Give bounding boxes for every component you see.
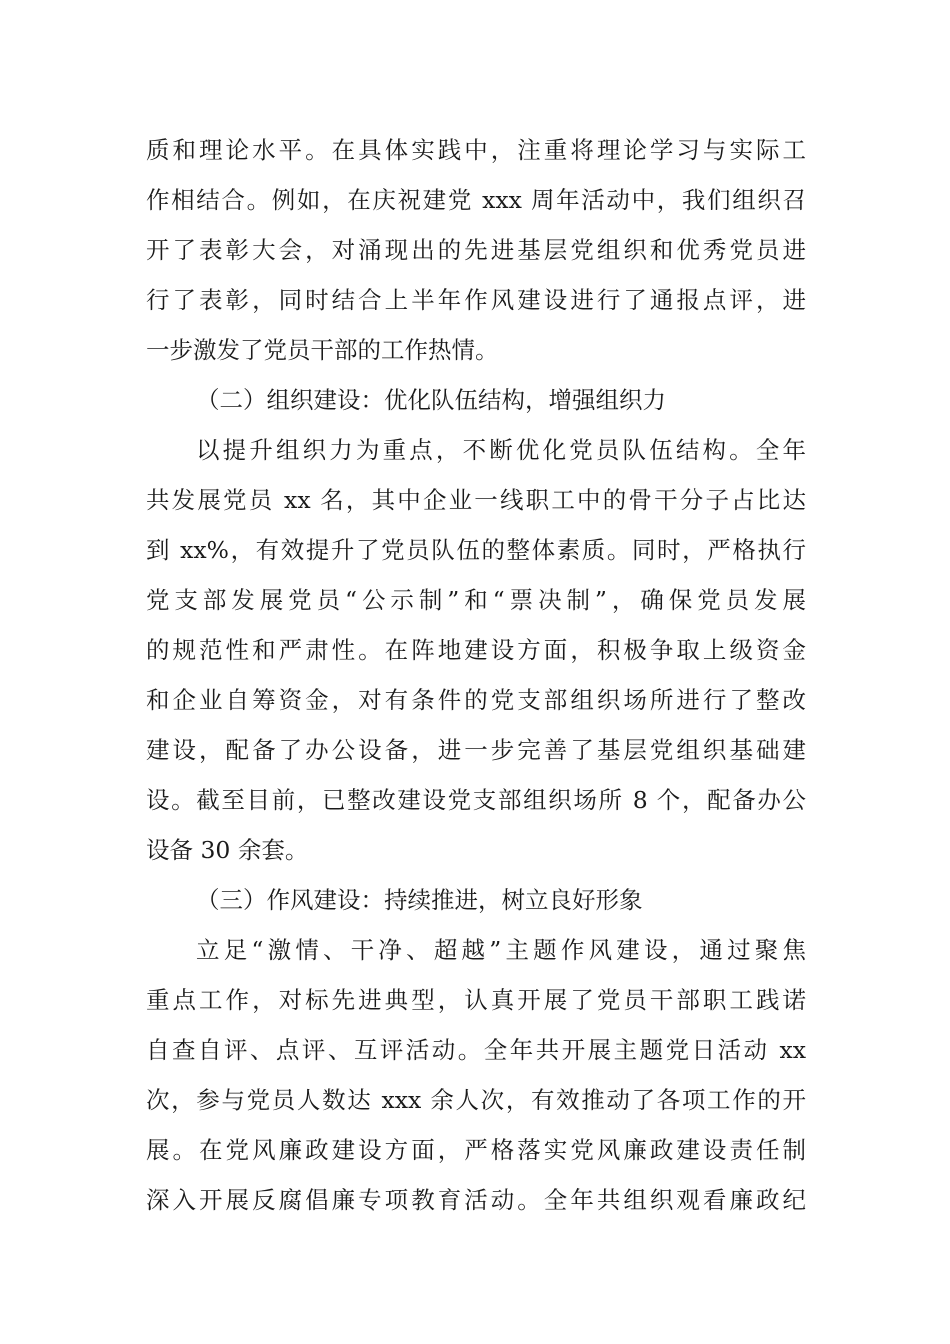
paragraph-line: 党支部发展党员“公示制”和“票决制”，确保党员发展 [146, 586, 806, 614]
paragraph-line: 行了表彰，同时结合上半年作风建设进行了通报点评，进 [146, 286, 806, 314]
paragraph-line: 的规范性和严肃性。在阵地建设方面，积极争取上级资金 [146, 636, 806, 664]
paragraph-line: 设备 30 余套。 [146, 836, 309, 864]
paragraph-line: 以提升组织力为重点，不断优化党员队伍结构。全年 [196, 436, 806, 464]
paragraph-line: 深入开展反腐倡廉专项教育活动。全年共组织观看廉政纪 [146, 1186, 806, 1214]
paragraph-line: 共发展党员 xx 名，其中企业一线职工中的骨干分子占比达 [146, 486, 806, 514]
paragraph-line: 作相结合。例如，在庆祝建党 xxx 周年活动中，我们组织召 [146, 186, 806, 214]
paragraph-line: 开了表彰大会，对涌现出的先进基层党组织和优秀党员进 [146, 236, 806, 264]
section-heading: （二）组织建设：优化队伍结构，增强组织力 [196, 386, 666, 414]
paragraph-line: 一步激发了党员干部的工作热情。 [146, 336, 499, 364]
paragraph-line: 建设，配备了办公设备，进一步完善了基层党组织基础建 [146, 736, 806, 764]
paragraph-line: 立足“激情、干净、超越”主题作风建设，通过聚焦 [196, 936, 806, 964]
paragraph-line: 到 xx%，有效提升了党员队伍的整体素质。同时，严格执行 [146, 536, 806, 564]
paragraph-line: 设。截至目前，已整改建设党支部组织场所 8 个，配备办公 [146, 786, 806, 814]
paragraph-line: 重点工作，对标先进典型，认真开展了党员干部职工践诺 [146, 986, 806, 1014]
paragraph-line: 次，参与党员人数达 xxx 余人次，有效推动了各项工作的开 [146, 1086, 806, 1114]
paragraph-line: 和企业自筹资金，对有条件的党支部组织场所进行了整改 [146, 686, 806, 714]
paragraph-line: 质和理论水平。在具体实践中，注重将理论学习与实际工 [146, 136, 806, 164]
section-heading: （三）作风建设：持续推进，树立良好形象 [196, 886, 643, 914]
paragraph-line: 展。在党风廉政建设方面，严格落实党风廉政建设责任制 [146, 1136, 806, 1164]
paragraph-line: 自查自评、点评、互评活动。全年共开展主题党日活动 xx [146, 1036, 806, 1064]
